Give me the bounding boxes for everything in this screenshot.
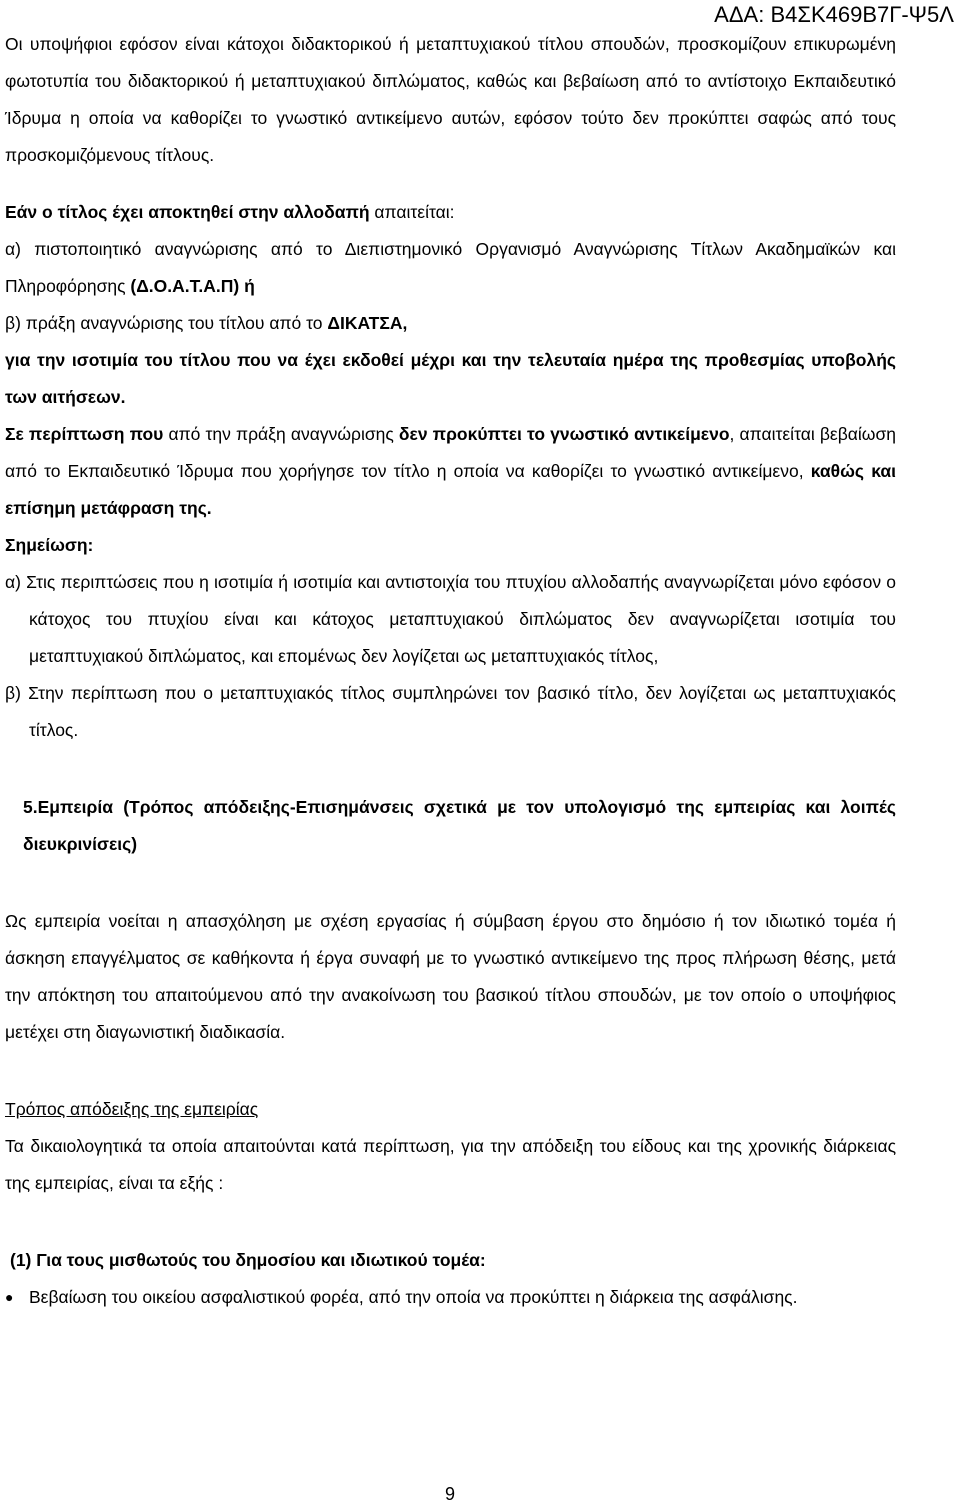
qualifications-paragraph: Οι υποψήφιοι εφόσον είναι κάτοχοι διδακτορικού ή μεταπτυχιακού τίτλου σπουδών, προσκομίζουν επικυρωμένη φωτοτυπία του διδακτορικού ή μεταπτυχιακού διπλώματος, καθώς και βεβαίωση από το αντίστοιχο Εκπαιδευτικό Ίδρυμα η οποία να καθορίζει το γνωστικό αντικείμενο αυτών, εφόσον τούτο δεν προκύπτει σαφώς από τους προσκομιζόμενους τίτλους.: [5, 34, 896, 165]
note-title-text: Σημείωση:: [5, 535, 94, 555]
employees-heading: [5, 1242, 896, 1279]
equivalence-paragraph: [5, 342, 896, 416]
foreign-title-lead: Εάν ο τίτλος έχει αποκτηθεί στην αλλοδαπή: [5, 202, 370, 222]
note-item-b: β) Στην περίπτωση που ο μεταπτυχιακός τίτλος συμπληρώνει τον βασικό τίτλο, δεν λογίζεται ως μεταπτυχιακός τίτλος.: [5, 683, 896, 740]
note-title: [5, 527, 896, 564]
experience-definition: Ως εμπειρία νοείται η απασχόληση με σχέση εργασίας ή σύμβαση έργου στο δημόσιο ή τον ιδιωτικό τομέα ή άσκηση επαγγέλματος σε καθήκοντα ή έργα συναφή με το γνωστικό αντικείμενο της προς πλήρωση θέσης, μετά την απόκτηση του απαιτούμενου από την ανακοίνωση του βασικού τίτλου σπουδών, με τον οποίο ο υποψήφιος μετέχει στη διαγωνιστική διαδικασία.: [5, 911, 896, 1042]
document-body: [5, 26, 896, 1316]
foreign-item-a-text: α) πιστοποιητικό αναγνώρισης από το Διεπιστημονικό Οργανισμό Αναγνώρισης Τίτλων Ακαδημαϊκών και Πληροφόρησης: [5, 239, 896, 296]
case-bold-1: Σε περίπτωση που: [5, 424, 164, 444]
equivalence-text: για την ισοτιμία του τίτλου που να έχει εκδοθεί μέχρι και την τελευταία ημέρα της προθεσμίας υποβολής των αιτήσεων.: [5, 350, 896, 407]
foreign-item-a: [5, 231, 896, 305]
bullet-item-1: [5, 1279, 896, 1316]
foreign-item-a-abbrev: (Δ.Ο.Α.Τ.Α.Π) ή: [130, 276, 255, 296]
section-5-heading-text: 5.Εμπειρία (Τρόπος απόδειξης-Επισημάνσεις σχετικά με τον υπολογισμό της εμπειρίας και λοιπές διευκρινίσεις): [23, 797, 896, 854]
employees-heading-text: (1) Για τους μισθωτούς του δημοσίου και ιδιωτικού τομέα:: [10, 1250, 486, 1270]
foreign-item-b-abbrev: ΔΙΚΑΤΣΑ,: [327, 313, 408, 333]
section-5-heading: [5, 789, 896, 863]
page-number: 9: [444, 1484, 455, 1504]
bullet-item-1-text: Βεβαίωση του οικείου ασφαλιστικού φορέα, από την οποία να προκύπτει η διάρκεια της ασφάλισης.: [29, 1287, 798, 1307]
foreign-title-intro: [5, 194, 896, 231]
ada-code: ΑΔΑ: Β4ΣΚ469Β7Γ-Ψ5Λ: [714, 2, 954, 27]
case-text-2: , απαιτείται βεβαίωση από το Εκπαιδευτικό Ίδρυμα που χορήγησε τον τίτλο η οποία να καθορίζει το γνωστικό αντικείμενο,: [5, 424, 896, 481]
bullet-dot-icon: ●: [5, 1289, 14, 1305]
foreign-item-b: [5, 305, 896, 342]
proof-title-text: Τρόπος απόδειξης της εμπειρίας: [5, 1099, 259, 1119]
case-bold-3: καθώς και επίσημη μετάφραση της.: [5, 461, 896, 518]
foreign-title-rest: απαιτείται:: [369, 202, 455, 222]
case-bold-2: δεν προκύπτει το γνωστικό αντικείμενο: [398, 424, 730, 444]
recognition-case-paragraph: [5, 416, 896, 527]
proof-text: Τα δικαιολογητικά τα οποία απαιτούνται κατά περίπτωση, για την απόδειξη του είδους και της χρονικής διάρκειας της εμπειρίας, είναι τα εξής :: [5, 1136, 896, 1193]
foreign-item-b-text: β) πράξη αναγνώρισης του τίτλου από το: [5, 313, 328, 333]
case-text-1: από την πράξη αναγνώρισης: [163, 424, 399, 444]
note-item-a: α) Στις περιπτώσεις που η ισοτιμία ή ισοτιμία και αντιστοιχία του πτυχίου αλλοδαπής αναγνωρίζεται μόνο εφόσον ο κάτοχος του πτυχίου είναι και κάτοχος μεταπτυχιακού διπλώματος δεν αναγνωρίζεται ισοτιμία του μεταπτυχιακού διπλώματος, και επομένως δεν λογίζεται ως μεταπτυχιακός τίτλος,: [5, 572, 896, 666]
proof-title: [5, 1091, 896, 1128]
